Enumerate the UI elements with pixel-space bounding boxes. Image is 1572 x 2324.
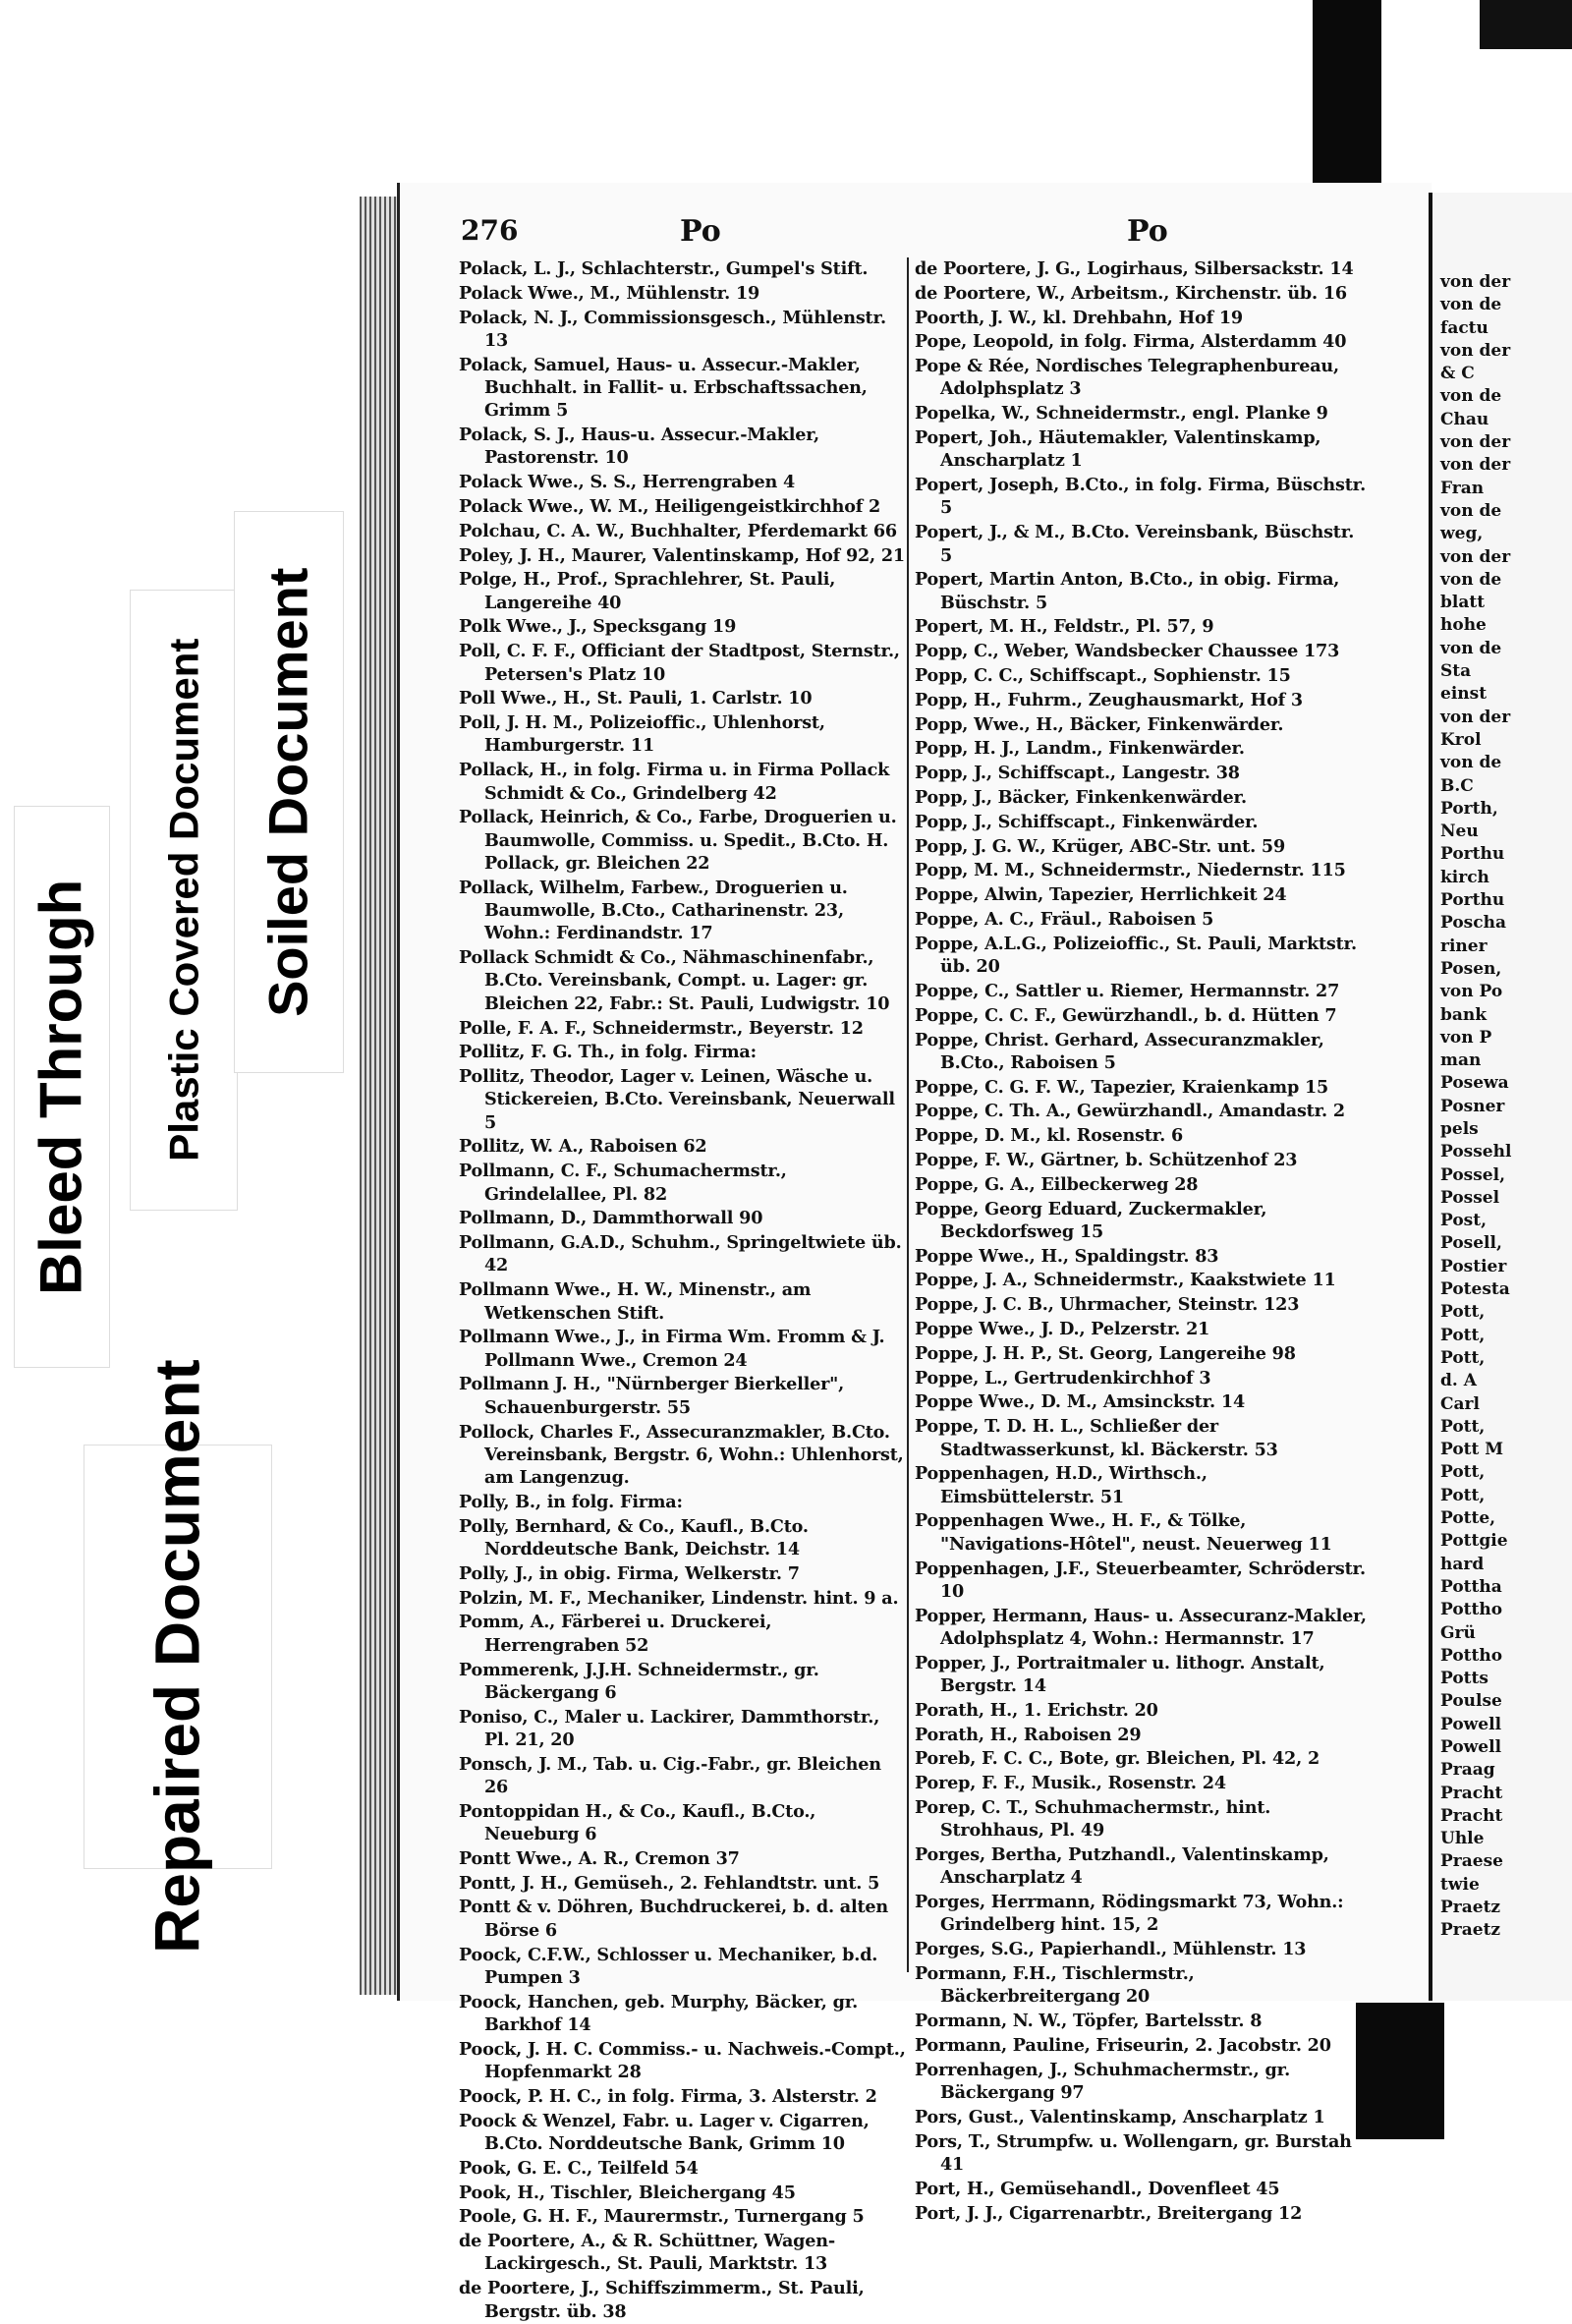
- directory-entry: Polk Wwe., J., Specksgang 19: [459, 616, 737, 638]
- directory-entry: Porges, Herrmann, Rödingsmarkt 73, Wohn.: Grindelberg hint. 15, 2: [915, 1892, 1344, 1936]
- directory-entry: Polack Wwe., S. S., Herrengraben 4: [459, 472, 796, 493]
- directory-entry: Polack, N. J., Commissionsgesch., Mühlenstr. 13: [459, 307, 886, 351]
- directory-entry: Poock, J. H. C. Commiss.- u. Nachweis.-Compt., Hopfenmarkt 28: [459, 2038, 906, 2083]
- directory-entry: Poppe, J. H. P., St. Georg, Langereihe 98: [915, 1342, 1296, 1364]
- page-fragment: Pottho: [1440, 1600, 1503, 1620]
- page-fragment: Pottho: [1440, 1645, 1503, 1666]
- directory-entry: Polack, Samuel, Haus- u. Assecur.-Makler, Buchhalt. in Fallit- u. Erbschaftssachen, Grimm 5: [459, 354, 868, 422]
- directory-entry: Popp, J., Schiffscapt., Langestr. 38: [915, 763, 1240, 784]
- page-header: [400, 214, 1432, 254]
- page-fragment: Postier: [1440, 1256, 1507, 1276]
- page-fragment: Neu: [1440, 822, 1479, 842]
- page-fragment: Grü: [1440, 1622, 1476, 1643]
- page-fragment: Poulse: [1440, 1691, 1502, 1712]
- page-fragment: Pracht: [1440, 1783, 1503, 1803]
- page-fragment: Possel,: [1440, 1164, 1505, 1185]
- directory-entry: Poppe, C., Sattler u. Riemer, Hermannstr. 27: [915, 980, 1340, 1001]
- directory-entry: Popert, Joseph, B.Cto., in folg. Firma, Büschstr. 5: [915, 475, 1366, 519]
- page-fragment: Pott,: [1440, 1462, 1486, 1483]
- directory-entry: Poppe Wwe., D. M., Amsinckstr. 14: [915, 1391, 1245, 1413]
- directory-entry: Pormann, Pauline, Friseurin, 2. Jacobstr. 20: [915, 2034, 1331, 2056]
- directory-entry: Porges, Bertha, Putzhandl., Valentinskamp, Anscharplatz 4: [915, 1844, 1329, 1889]
- directory-entry: Poppenhagen, H.D., Wirthsch., Eimsbüttelerstr. 51: [915, 1463, 1207, 1507]
- page-number: 276: [461, 214, 519, 247]
- directory-entry: Polack, S. J., Haus-u. Assecur.-Makler, Pastorenstr. 10: [459, 425, 819, 469]
- directory-entry: Poniso, C., Maler u. Lackirer, Dammthorstr., Pl. 21, 20: [459, 1706, 880, 1750]
- page-fragment: Possel: [1440, 1187, 1500, 1208]
- column-header-left: Po: [680, 214, 721, 249]
- adjacent-page-fragments: [1440, 271, 1511, 1943]
- page-fragment: kirch: [1440, 867, 1489, 887]
- page-fragment: Potts: [1440, 1669, 1488, 1689]
- page-fragment: Praag: [1440, 1760, 1495, 1781]
- page-fragment: twie: [1440, 1874, 1480, 1895]
- directory-entry: Poppe, A.L.G., Polizeioffic., St. Pauli, Marktstr. üb. 20: [915, 933, 1357, 978]
- directory-entry: Pook, G. E. C., Teilfeld 54: [459, 2157, 699, 2179]
- directory-entry: Poll, C. F. F., Officiant der Stadtpost, Sternstr., Petersen's Platz 10: [459, 641, 900, 685]
- directory-entry: Popp, J., Schiffscapt., Finkenwärder.: [915, 811, 1259, 832]
- page-fragment: von de: [1440, 569, 1502, 590]
- directory-entry: Pormann, N. W., Töpfer, Bartelsstr. 8: [915, 2011, 1263, 2032]
- directory-entry: Poock, C.F.W., Schlosser u. Mechaniker, b.d. Pumpen 3: [459, 1944, 878, 1988]
- page-fragment: Pottha: [1440, 1576, 1502, 1597]
- page-fragment: von der: [1440, 546, 1511, 567]
- directory-entry: Poppe, C. Th. A., Gewürzhandl., Amandastr. 2: [915, 1101, 1345, 1122]
- directory-entry: Polchau, C. A. W., Buchhalter, Pferdemarkt 66: [459, 520, 897, 541]
- page-fragment: Pott,: [1440, 1347, 1486, 1368]
- directory-entry: Pors, Gust., Valentinskamp, Anscharplatz 1: [915, 2106, 1325, 2127]
- directory-entry: Pontt Wwe., A. R., Cremon 37: [459, 1847, 740, 1869]
- directory-entry: Popert, M. H., Feldstr., Pl. 57, 9: [915, 616, 1214, 638]
- page-fragment: von de: [1440, 295, 1502, 315]
- directory-entry: Porrenhagen, J., Schuhmachermstr., gr. Bäckergang 97: [915, 2059, 1291, 2104]
- directory-entry: Pors, T., Strumpfw. u. Wollengarn, gr. Burstah 41: [915, 2130, 1352, 2175]
- directory-entry: Poppe, C. C. F., Gewürzhandl., b. d. Hütten 7: [915, 1004, 1337, 1026]
- page-fragment: Praetz: [1440, 1920, 1501, 1941]
- page-fragment: blatt: [1440, 593, 1486, 613]
- column-divider: [907, 257, 909, 1972]
- directory-entry: Porath, H., 1. Erichstr. 20: [915, 1699, 1158, 1721]
- black-bar-bottom: [1356, 2003, 1444, 2139]
- page-fragment: von der: [1440, 432, 1511, 453]
- directory-entry: Poley, J. H., Maurer, Valentinskamp, Hof 92, 21: [459, 544, 905, 566]
- page-fragment: factu: [1440, 317, 1488, 338]
- plastic-covered-label: Plastic Covered Document: [130, 590, 238, 1211]
- directory-entry: Poppe, D. M., kl. Rosenstr. 6: [915, 1125, 1184, 1147]
- page-fragment: Posen,: [1440, 958, 1502, 979]
- directory-entry: de Poortere, A., & R. Schüttner, Wagen-Lackirgesch., St. Pauli, Marktstr. 13: [459, 2231, 835, 2275]
- directory-entry: Porep, F. F., Musik., Rosenstr. 24: [915, 1773, 1226, 1794]
- page-fragment: man: [1440, 1050, 1482, 1071]
- page-fragment: Possehl: [1440, 1142, 1512, 1162]
- directory-entry: Pomm, A., Färberei u. Druckerei, Herrengraben 52: [459, 1612, 772, 1656]
- directory-entry: Poock, P. H. C., in folg. Firma, 3. Alsterstr. 2: [459, 2085, 877, 2107]
- directory-entry: Pope & Rée, Nordisches Telegraphenbureau, Adolphsplatz 3: [915, 356, 1339, 400]
- directory-entry: de Poortere, J. G., Logirhaus, Silbersackstr. 14: [915, 258, 1354, 279]
- directory-entry: Poll, J. H. M., Polizeioffic., Uhlenhorst, Hamburgerstr. 11: [459, 712, 825, 757]
- directory-entry: Pollmann J. H., "Nürnberger Bierkeller", Schauenburgerstr. 55: [459, 1374, 845, 1418]
- directory-entry: Pollmann Wwe., H. W., Minenstr., am Wetkenschen Stift.: [459, 1279, 812, 1324]
- directory-entry: Poppe, J. A., Schneidermstr., Kaakstwiete 11: [915, 1270, 1336, 1291]
- directory-entry: de Poortere, J., Schiffszimmerm., St. Pauli, Bergstr. üb. 38: [459, 2278, 865, 2322]
- directory-page: [397, 183, 1432, 2322]
- directory-entry: Poll Wwe., H., St. Pauli, 1. Carlstr. 10: [459, 688, 813, 709]
- page-fragment: von der: [1440, 455, 1511, 476]
- black-bar-top: [1313, 0, 1381, 193]
- directory-entry: Pormann, F.H., Tischlermstr., Bäckerbreitergang 20: [915, 1963, 1195, 2008]
- directory-entry: Popp, M. M., Schneidermstr., Niedernstr. 115: [915, 860, 1346, 881]
- directory-entry: Pollack, Wilhelm, Farbew., Droguerien u. Baumwolle, B.Cto., Catharinenstr. 23, Wohn.: Ferdinandstr. 17: [459, 877, 848, 944]
- directory-entry: Poppenhagen Wwe., H. F., & Tölke, "Navigations-Hôtel", neust. Neuerweg 11: [915, 1510, 1332, 1555]
- directory-entry: Polge, H., Prof., Sprachlehrer, St. Pauli, Langereihe 40: [459, 569, 836, 613]
- directory-entry: Pope, Leopold, in folg. Firma, Alsterdamm 40: [915, 331, 1347, 353]
- directory-entry: Porep, C. T., Schuhmachermstr., hint. Strohhaus, Pl. 49: [915, 1797, 1271, 1842]
- directory-entry: Pook, H., Tischler, Bleichergang 45: [459, 2182, 796, 2203]
- directory-entry: Polly, Bernhard, & Co., Kaufl., B.Cto. Norddeutsche Bank, Deichstr. 14: [459, 1515, 809, 1560]
- directory-entry: Poppe, A. C., Fräul., Raboisen 5: [915, 909, 1214, 931]
- directory-entry: Pollock, Charles F., Assecuranzmakler, B.Cto. Vereinsbank, Bergstr. 6, Wohn.: Uhlenhorst, am Langenzug.: [459, 1421, 904, 1489]
- directory-entry: Poorth, J. W., kl. Drehbahn, Hof 19: [915, 307, 1243, 328]
- directory-entry: Popper, J., Portraitmaler u. lithogr. Anstalt, Bergstr. 14: [915, 1652, 1325, 1697]
- directory-entry: Pollitz, Theodor, Lager v. Leinen, Wäsche u. Stickereien, B.Cto. Vereinsbank, Neuerwall 5: [459, 1066, 895, 1133]
- page-fragment: Uhle: [1440, 1829, 1485, 1849]
- page-fragment: Pott,: [1440, 1485, 1486, 1505]
- page-fragment: riner: [1440, 935, 1488, 956]
- black-bar-right: [1480, 0, 1572, 49]
- page-fragment: von der: [1440, 340, 1511, 361]
- directory-entry: Popp, J., Bäcker, Finkenkenwärder.: [915, 787, 1247, 809]
- page-fragment: Krol: [1440, 729, 1482, 750]
- page-fragment: Porthu: [1440, 844, 1505, 865]
- directory-entry: Popper, Hermann, Haus- u. Assecuranz-Makler, Adolphsplatz 4, Wohn.: Hermannstr. 17: [915, 1605, 1367, 1649]
- directory-entry: Polle, F. A. F., Schneidermstr., Beyerstr. 12: [459, 1017, 864, 1039]
- directory-entry: Polzin, M. F., Mechaniker, Lindenstr. hint. 9 a.: [459, 1587, 899, 1609]
- directory-entry: Polack, L. J., Schlachterstr., Gumpel's Stift.: [459, 258, 869, 279]
- page-fragment: Powell: [1440, 1714, 1502, 1734]
- page-fragment: Pott,: [1440, 1302, 1486, 1323]
- directory-entry: Pollack, H., in folg. Firma u. in Firma Pollack Schmidt & Co., Grindelberg 42: [459, 760, 890, 804]
- directory-entry: Poppe, Christ. Gerhard, Assecuranzmakler, B.Cto., Raboisen 5: [915, 1029, 1324, 1073]
- directory-entry: Popert, Joh., Häutemakler, Valentinskamp, Anscharplatz 1: [915, 427, 1321, 472]
- directory-entry: Popelka, W., Schneidermstr., engl. Planke 9: [915, 403, 1328, 425]
- directory-entry: Popp, C., Weber, Wandsbecker Chaussee 173: [915, 641, 1340, 662]
- soiled-document-label: Soiled Document: [234, 511, 344, 1073]
- directory-entry: Port, H., Gemüsehandl., Dovenfleet 45: [915, 2178, 1280, 2199]
- page-fragment: Pott,: [1440, 1325, 1486, 1345]
- directory-entry: Polly, J., in obig. Firma, Welkerstr. 7: [459, 1562, 800, 1584]
- page-fragment: Posell,: [1440, 1233, 1502, 1254]
- page-fragment: Pott,: [1440, 1416, 1486, 1437]
- page-fragment: Fran: [1440, 478, 1485, 498]
- directory-entry: Pontt & v. Döhren, Buchdruckerei, b. d. alten Börse 6: [459, 1897, 888, 1941]
- book-page-edges: [360, 197, 399, 1995]
- page-fragment: pels: [1440, 1118, 1479, 1139]
- directory-entry: Poppe, Alwin, Tapezier, Herrlichkeit 24: [915, 884, 1287, 906]
- page-fragment: Potte,: [1440, 1508, 1496, 1529]
- directory-entry: Poppe, T. D. H. L., Schließer der Stadtwasserkunst, kl. Bäckerstr. 53: [915, 1416, 1278, 1460]
- page-fragment: hohe: [1440, 615, 1487, 636]
- directory-entry: Popert, J., & M., B.Cto. Vereinsbank, Büschstr. 5: [915, 522, 1355, 566]
- page-fragment: Pottgie: [1440, 1531, 1508, 1552]
- page-fragment: Chau: [1440, 409, 1489, 429]
- directory-entry: Poppe, L., Gertrudenkirchhof 3: [915, 1367, 1211, 1389]
- directory-entry: Pontoppidan H., & Co., Kaufl., B.Cto., Neueburg 6: [459, 1800, 816, 1845]
- page-fragment: von de: [1440, 386, 1502, 407]
- repaired-document-label: Repaired Document: [84, 1445, 272, 1869]
- directory-entry: Popp, J. G. W., Krüger, ABC-Str. unt. 59: [915, 835, 1286, 857]
- adjacent-page: [1429, 193, 1572, 2001]
- directory-entry: Pollack Schmidt & Co., Nähmaschinenfabr., B.Cto. Vereinsbank, Compt. u. Lager: gr. Bleichen 22, Fabr.: St. Pauli, Ludwigstr. 10: [459, 947, 890, 1014]
- page-fragment: weg,: [1440, 524, 1484, 544]
- page-fragment: Potesta: [1440, 1279, 1510, 1300]
- directory-entry: Poock, Hanchen, geb. Murphy, Bäcker, gr. Barkhof 14: [459, 1991, 859, 2035]
- page-fragment: B.C: [1440, 775, 1474, 796]
- page-fragment: von de: [1440, 638, 1502, 658]
- directory-entry: Poppe, G. A., Eilbeckerweg 28: [915, 1173, 1199, 1195]
- directory-entry: Popert, Martin Anton, B.Cto., in obig. Firma, Büschstr. 5: [915, 569, 1340, 613]
- page-fragment: Praese: [1440, 1851, 1503, 1872]
- page-fragment: Posner: [1440, 1096, 1505, 1116]
- directory-entry: Popp, H., Fuhrm., Zeughausmarkt, Hof 3: [915, 689, 1303, 710]
- directory-entry: Poppe Wwe., H., Spaldingstr. 83: [915, 1245, 1219, 1267]
- page-fragment: Praetz: [1440, 1898, 1501, 1918]
- directory-entry: Poppe, F. W., Gärtner, b. Schützenhof 23: [915, 1149, 1298, 1170]
- page-fragment: Poscha: [1440, 913, 1506, 934]
- directory-entry: Poole, G. H. F., Maurermstr., Turnergang 5: [459, 2206, 865, 2228]
- directory-entry: Polack Wwe., W. M., Heiligengeistkirchhof 2: [459, 495, 881, 517]
- directory-entry: Poock & Wenzel, Fabr. u. Lager v. Cigarren, B.Cto. Norddeutsche Bank, Grimm 10: [459, 2110, 870, 2154]
- directory-entry: Pommerenk, J.J.H. Schneidermstr., gr. Bäckergang 6: [459, 1659, 819, 1703]
- page-fragment: Posewa: [1440, 1073, 1509, 1094]
- directory-entry: Poppe Wwe., J. D., Pelzerstr. 21: [915, 1319, 1210, 1340]
- page-fragment: einst: [1440, 684, 1488, 705]
- directory-entry: Poppe, J. C. B., Uhrmacher, Steinstr. 123: [915, 1294, 1300, 1316]
- directory-entry: Popp, H. J., Landm., Finkenwärder.: [915, 738, 1245, 760]
- directory-entry: Popp, C. C., Schiffscapt., Sophienstr. 15: [915, 665, 1291, 687]
- directory-entry: Polack Wwe., M., Mühlenstr. 19: [459, 282, 760, 304]
- directory-entry: Poppe, C. G. F. W., Tapezier, Kraienkamp 15: [915, 1076, 1329, 1098]
- directory-entry: Port, J. J., Cigarrenarbtr., Breitergang 12: [915, 2202, 1303, 2224]
- page-fragment: von P: [1440, 1027, 1492, 1048]
- directory-entry: Polly, B., in folg. Firma:: [459, 1491, 683, 1512]
- page-fragment: Powell: [1440, 1737, 1502, 1757]
- page-fragment: Porthu: [1440, 890, 1505, 911]
- directory-entry: Ponsch, J. M., Tab. u. Cig.-Fabr., gr. Bleichen 26: [459, 1753, 881, 1797]
- page-fragment: von Po: [1440, 982, 1503, 1002]
- page-fragment: Pott M: [1440, 1440, 1504, 1460]
- directory-column-left: [459, 257, 906, 2324]
- directory-entry: Pollmann, G.A.D., Schuhm., Springeltwiete üb. 42: [459, 1232, 902, 1276]
- directory-entry: Pollack, Heinrich, & Co., Farbe, Droguerien u. Baumwolle, Commiss. u. Spedit., B.Cto. H. Pollack, gr. Bleichen 22: [459, 807, 897, 874]
- directory-entry: de Poortere, W., Arbeitsm., Kirchenstr. üb. 16: [915, 282, 1347, 304]
- page-fragment: Porth,: [1440, 798, 1498, 819]
- column-header-right: Po: [1127, 214, 1168, 249]
- directory-entry: Pollmann Wwe., J., in Firma Wm. Fromm & J. Pollmann Wwe., Cremon 24: [459, 1327, 885, 1371]
- bleed-through-label: Bleed Through: [14, 806, 110, 1368]
- directory-entry: Pollmann, D., Dammthorwall 90: [459, 1208, 763, 1229]
- page-fragment: Carl: [1440, 1393, 1480, 1414]
- page-fragment: Sta: [1440, 661, 1472, 682]
- directory-entry: Pollmann, C. F., Schumachermstr., Grindelallee, Pl. 82: [459, 1161, 787, 1205]
- page-fragment: d. A: [1440, 1371, 1477, 1391]
- directory-entry: Pollitz, W. A., Raboisen 62: [459, 1136, 707, 1158]
- directory-entry: Poppe, Georg Eduard, Zuckermakler, Beckdorfsweg 15: [915, 1198, 1267, 1242]
- directory-entry: Porges, S.G., Papierhandl., Mühlenstr. 13: [915, 1939, 1307, 1960]
- directory-column-right: [915, 257, 1367, 2226]
- directory-entry: Poppenhagen, J.F., Steuerbeamter, Schröderstr. 10: [915, 1558, 1366, 1602]
- directory-entry: Porath, H., Raboisen 29: [915, 1724, 1142, 1745]
- page-fragment: von der: [1440, 707, 1511, 727]
- page-fragment: & C: [1440, 364, 1475, 384]
- page-fragment: von de: [1440, 753, 1502, 773]
- directory-entry: Pollitz, F. G. Th., in folg. Firma:: [459, 1042, 757, 1063]
- page-fragment: von der: [1440, 272, 1511, 292]
- page-fragment: hard: [1440, 1554, 1485, 1574]
- page-fragment: Pracht: [1440, 1805, 1503, 1826]
- page-fragment: Post,: [1440, 1211, 1488, 1231]
- page-fragment: von de: [1440, 500, 1502, 521]
- directory-entry: Popp, Wwe., H., Bäcker, Finkenwärder.: [915, 713, 1284, 735]
- page-fragment: bank: [1440, 1004, 1488, 1025]
- directory-entry: Pontt, J. H., Gemüseh., 2. Fehlandtstr. unt. 5: [459, 1872, 880, 1894]
- directory-entry: Poreb, F. C. C., Bote, gr. Bleichen, Pl. 42, 2: [915, 1748, 1319, 1770]
